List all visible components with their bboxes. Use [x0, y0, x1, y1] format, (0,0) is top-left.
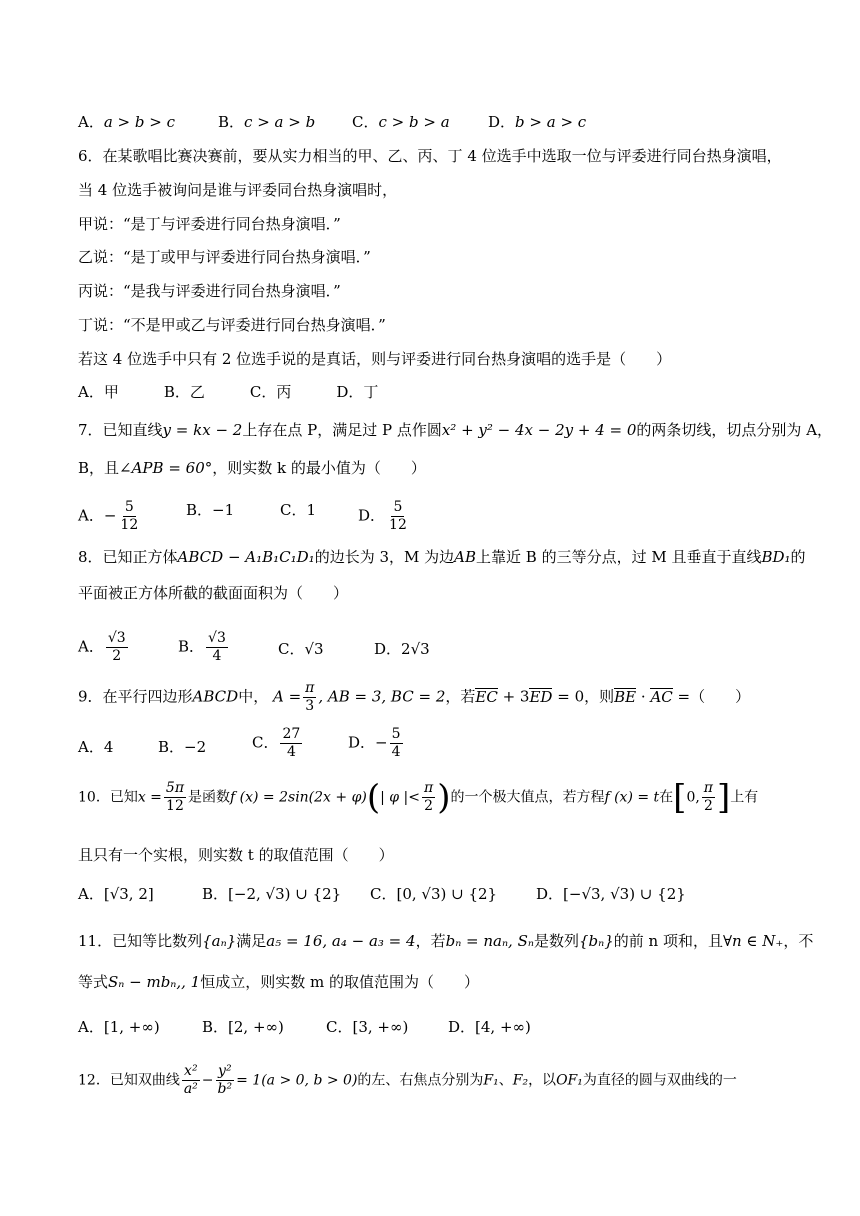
q9-option-d: D．− $\frac{5}{4}$: [348, 726, 401, 760]
q11-line-2: 等式Sₙ − mbₙ,, 1恒成立，则实数 m 的取值范围为（ ）: [78, 973, 479, 991]
q5-option-c: C．c > b > a: [352, 113, 450, 131]
q6-statement-jia: 甲说：“是丁与评委进行同台热身演唱．”: [78, 215, 341, 233]
q6-line-2: 当 4 位选手被询问是谁与评委同台热身演唱时，: [78, 181, 398, 199]
q9-options: [78, 726, 820, 770]
q7-option-c: C．1: [280, 501, 317, 519]
q10-option-a: A．[√3, 2]: [78, 885, 154, 903]
q8-option-a: A． $\frac{√3}{2}$: [78, 630, 126, 664]
q7-option-b: B．−1: [186, 501, 235, 519]
q6-statement-bing: 丙说：“是我与评委进行同台热身演唱．”: [78, 282, 341, 300]
q8-line-2: 平面被正方体所截的截面面积为（ ）: [78, 584, 349, 602]
q7-option-a: A．− $\frac{5}{12}$: [78, 499, 139, 533]
q10-option-b: B．[−2, √3) ∪ {2}: [202, 885, 342, 903]
q7-option-d: D． $\frac{5}{12}$: [358, 499, 407, 533]
q12-line-1: 12．已知双曲线 $\frac{\text{x²}}{\text{a²}}$ − $\frac{\text{y²}}{\text{b²}}$ = 1(a > 0, b > 0)的左、右焦点分别为F₁、F₂，以OF₁为直径的圆与双曲线的一: [78, 1063, 737, 1097]
q11-line-1: 11．已知等比数列{aₙ}满足a₅ = 16, a₄ − a₃ = 4，若bₙ = naₙ, Sₙ是数列{bₙ}的前 n 项和，且∀n ∈ N₊，不: [78, 932, 814, 950]
q10-line-2: 且只有一个实根，则实数 t 的取值范围（ ）: [78, 846, 394, 864]
q10-line-1: 10．已知x = $\frac{5\pi}{12}$ 是函数f (x) = 2sin(2x + φ)(| φ |< $\frac{\pi}{2}$ )的一个极大值点，若方程f (x) = t在[0, $\frac{\pi}{2}$ ]上有: [78, 777, 759, 818]
q8-line-1: 8．已知正方体ABCD − A₁B₁C₁D₁的边长为 3，M 为边AB上靠近 B 的三等分点，过 M 且垂直于直线BD₁的: [78, 548, 806, 566]
q6-question: 若这 4 位选手中只有 2 位选手说的是真话，则与评委进行同台热身演唱的选手是（ ）: [78, 350, 672, 368]
q7-options: [78, 491, 820, 531]
q7-line-2: B，且∠APB = 60°，则实数 k 的最小值为（ ）: [78, 459, 426, 477]
q10-option-c: C．[0, √3) ∪ {2}: [370, 885, 498, 903]
q10-option-d: D．[−√3, √3) ∪ {2}: [536, 885, 686, 903]
q5-option-d: D．b > a > c: [488, 113, 587, 131]
q8-option-b: B． $\frac{√3}{4}$: [178, 630, 226, 664]
q6-line-1: 6．在某歌唱比赛决赛前，要从实力相当的甲、乙、丙、丁 4 位选手中选取一位与评委进行同台热身演唱，: [78, 147, 782, 165]
q11-option-c: C．[3, +∞): [326, 1018, 409, 1036]
q11-option-a: A．[1, +∞): [78, 1018, 160, 1036]
q9-option-a: A．4: [78, 738, 114, 756]
q5-options: [78, 111, 820, 133]
q9-option-c: C． $\frac{27}{4}$: [252, 726, 301, 760]
q5-option-b: B．c > a > b: [218, 113, 316, 131]
q5-option-a: A．a > b > c: [78, 113, 175, 131]
q7-line-1: 7．已知直线y = kx − 2上存在点 P，满足过 P 点作圆x² + y² − 4x − 2y + 4 = 0的两条切线，切点分别为 A，: [78, 421, 833, 439]
q6-statement-ding: 丁说：“不是甲或乙与评委进行同台热身演唱．”: [78, 316, 386, 334]
q9-line-1: 9．在平行四边形ABCD中， A = $\frac{\pi}{3}$ , AB = 3, BC = 2，若EC + 3ED = 0，则BE · AC =（ ）: [78, 680, 751, 714]
q8-option-c: C．√3: [278, 640, 324, 658]
q6-options: A．甲 B．乙 C．丙 D．丁: [78, 383, 379, 401]
q9-option-b: B．−2: [158, 738, 207, 756]
q6-statement-yi: 乙说：“是丁或甲与评委进行同台热身演唱．”: [78, 248, 371, 266]
q8-options: [78, 620, 820, 668]
q8-option-d: D．2√3: [374, 640, 430, 658]
q11-option-d: D．[4, +∞): [448, 1018, 531, 1036]
q11-option-b: B．[2, +∞): [202, 1018, 284, 1036]
